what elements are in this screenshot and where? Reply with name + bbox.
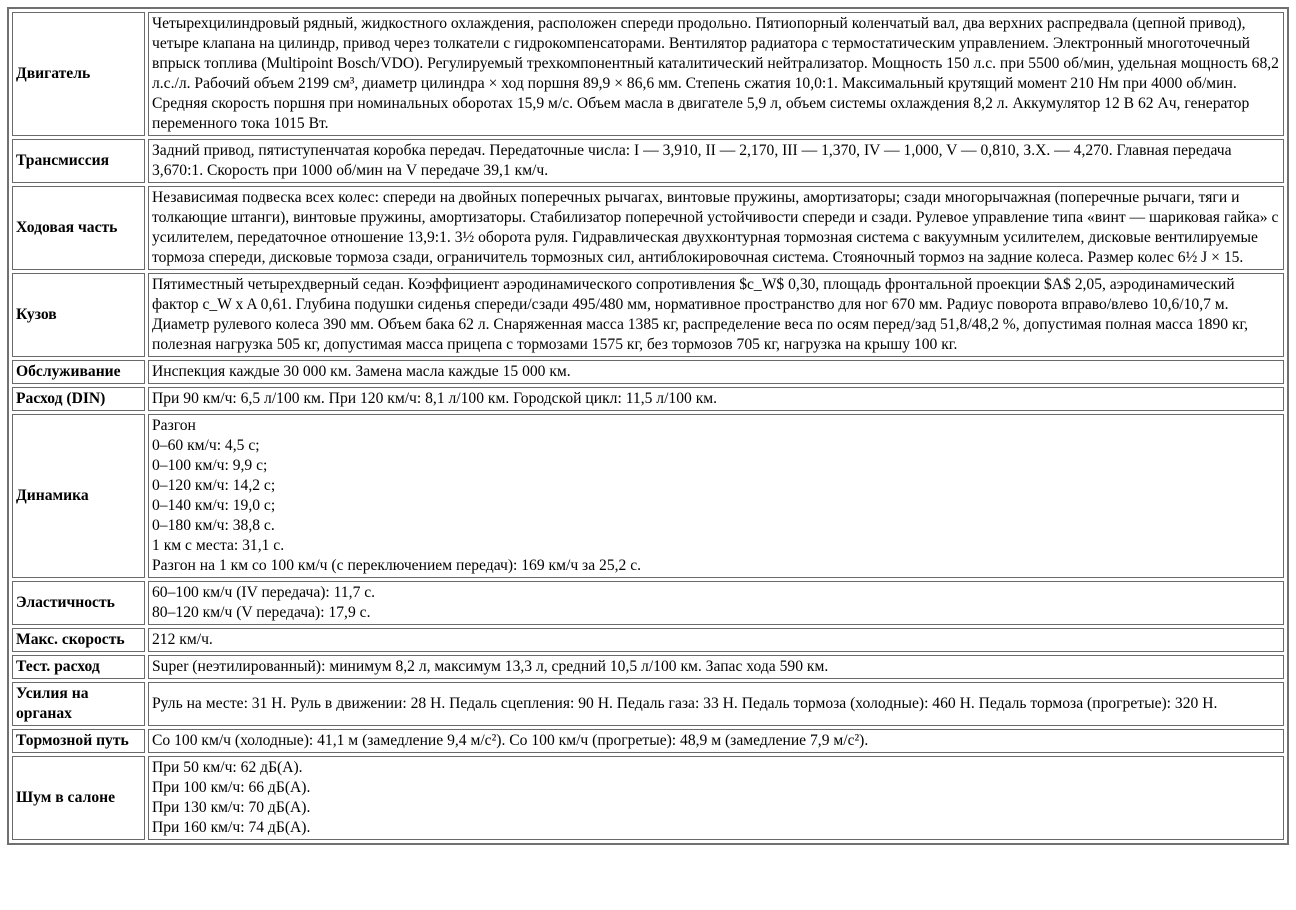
value-line: Разгон на 1 км со 100 км/ч (с переключением передач): 169 км/ч за 25,2 с.	[152, 557, 642, 574]
row-dynamics	[12, 414, 1284, 578]
value-line: 60–100 км/ч (IV передача): 11,7 с.	[152, 584, 376, 601]
row-label: Макс. скорость	[12, 628, 145, 652]
row-label: Усилия на органах	[12, 682, 145, 726]
row-service	[12, 360, 1284, 384]
row-label: Ходовая часть	[12, 186, 145, 270]
row-label: Кузов	[12, 273, 145, 357]
row-value: 212 км/ч.	[148, 628, 1284, 652]
row-max-speed	[12, 628, 1284, 652]
row-control-forces	[12, 682, 1284, 726]
row-label: Эластичность	[12, 581, 145, 625]
value-line: 0–60 км/ч: 4,5 с;	[152, 437, 260, 454]
row-value: Четырехцилиндровый рядный, жидкостного охлаждения, расположен спереди продольно. Пятиопорный коленчатый вал, два верхних распредвала (цепной привод), четыре клапана на цилиндр, привод через толкатели с гидрокомпенсаторами. Вентилятор радиатора с термостатическим управлением. Электронный многоточечный впрыск топлива (Multipoint Bosch/VDO). Регулируемый трехкомпонентный каталитический нейтрализатор. Мощность 150 л.с. при 5500 об/мин, удельная мощность 68,2 л.с./л. Рабочий объем 2199 см³, диаметр цилиндра × ход поршня 89,9 × 86,6 мм. Степень сжатия 10,0:1. Максимальный крутящий момент 210 Нм при 4000 об/мин. Средняя скорость поршня при номинальных оборотах 15,9 м/с. Объем масла в двигателе 5,9 л, объем системы охлаждения 8,2 л. Аккумулятор 12 В 62 Ач, генератор переменного тока 1015 Вт.	[148, 12, 1284, 136]
row-consumption-din	[12, 387, 1284, 411]
row-engine	[12, 12, 1284, 136]
value-line: При 160 км/ч: 74 дБ(A).	[152, 819, 311, 836]
row-value: Независимая подвеска всех колес: спереди на двойных поперечных рычагах, винтовые пружины, амортизаторы; сзади многорычажная (поперечные рычаги, тяги и толкающие штанги), винтовые пружины, амортизаторы. Стабилизатор поперечной устойчивости спереди и сзади. Рулевое управление типа «винт — шариковая гайка» с усилителем, передаточное отношение 13,9:1. 3½ оборота руля. Гидравлическая двухконтурная тормозная система с вакуумным усилителем, дисковые вентилируемые тормоза спереди, дисковые тормоза сзади, ограничитель тормозных сил, антиблокировочная система. Стояночный тормоз на задние колеса. Размер колес 6½ J × 15.	[148, 186, 1284, 270]
row-label: Тормозной путь	[12, 729, 145, 753]
row-value: Инспекция каждые 30 000 км. Замена масла каждые 15 000 км.	[148, 360, 1284, 384]
row-value	[148, 414, 1284, 578]
row-label: Трансмиссия	[12, 139, 145, 183]
value-line: При 50 км/ч: 62 дБ(A).	[152, 759, 303, 776]
row-braking-distance	[12, 729, 1284, 753]
row-elasticity	[12, 581, 1284, 625]
value-line: 80–120 км/ч (V передача): 17,9 с.	[152, 604, 371, 621]
row-label: Динамика	[12, 414, 145, 578]
row-transmission	[12, 139, 1284, 183]
row-label: Двигатель	[12, 12, 145, 136]
row-label: Обслуживание	[12, 360, 145, 384]
row-value: Super (неэтилированный): минимум 8,2 л, максимум 13,3 л, средний 10,5 л/100 км. Запас хода 590 км.	[148, 655, 1284, 679]
spec-table	[7, 7, 1289, 845]
row-value: Со 100 км/ч (холодные): 41,1 м (замедление 9,4 м/с²). Со 100 км/ч (прогретые): 48,9 м (замедление 7,9 м/с²).	[148, 729, 1284, 753]
row-label: Шум в салоне	[12, 756, 145, 840]
row-value: Руль на месте: 31 Н. Руль в движении: 28 Н. Педаль сцепления: 90 Н. Педаль газа: 33 Н. Педаль тормоза (холодные): 460 Н. Педаль тормоза (прогретые): 320 Н.	[148, 682, 1284, 726]
value-line: 0–120 км/ч: 14,2 с;	[152, 477, 276, 494]
row-cabin-noise	[12, 756, 1284, 840]
value-line: Разгон	[152, 417, 196, 434]
row-body	[12, 273, 1284, 357]
value-line: 0–100 км/ч: 9,9 с;	[152, 457, 268, 474]
row-value: Пятиместный четырехдверный седан. Коэффициент аэродинамического сопротивления $c_W$ 0,30, площадь фронтальной проекции $A$ 2,05, аэродинамический фактор c_W x A 0,61. Глубина подушки сиденья спереди/сзади 495/480 мм, нормативное пространство для ног 670 мм. Радиус поворота вправо/влево 10,6/10,7 м. Диаметр рулевого колеса 390 мм. Объем бака 62 л. Снаряженная масса 1385 кг, распределение веса по осям перед/зад 51,8/48,2 %, допустимая полная масса 1890 кг, полезная нагрузка 505 кг, допустимая масса прицепа с тормозами 1575 кг, без тормозов 705 кг, нагрузка на крышу 100 кг.	[148, 273, 1284, 357]
value-line: 1 км с места: 31,1 с.	[152, 537, 285, 554]
value-line: При 100 км/ч: 66 дБ(A).	[152, 779, 311, 796]
row-value: Задний привод, пятиступенчатая коробка передач. Передаточные числа: I — 3,910, II — 2,170, III — 1,370, IV — 1,000, V — 0,810, З.Х. — 4,270. Главная передача 3,670:1. Скорость при 1000 об/мин на V передаче 39,1 км/ч.	[148, 139, 1284, 183]
value-line: 0–140 км/ч: 19,0 с;	[152, 497, 276, 514]
value-line: 0–180 км/ч: 38,8 с.	[152, 517, 275, 534]
row-chassis	[12, 186, 1284, 270]
row-value: При 90 км/ч: 6,5 л/100 км. При 120 км/ч: 8,1 л/100 км. Городской цикл: 11,5 л/100 км.	[148, 387, 1284, 411]
row-test-consumption	[12, 655, 1284, 679]
value-line: При 130 км/ч: 70 дБ(A).	[152, 799, 311, 816]
row-value	[148, 756, 1284, 840]
row-value	[148, 581, 1284, 625]
row-label: Расход (DIN)	[12, 387, 145, 411]
row-label: Тест. расход	[12, 655, 145, 679]
